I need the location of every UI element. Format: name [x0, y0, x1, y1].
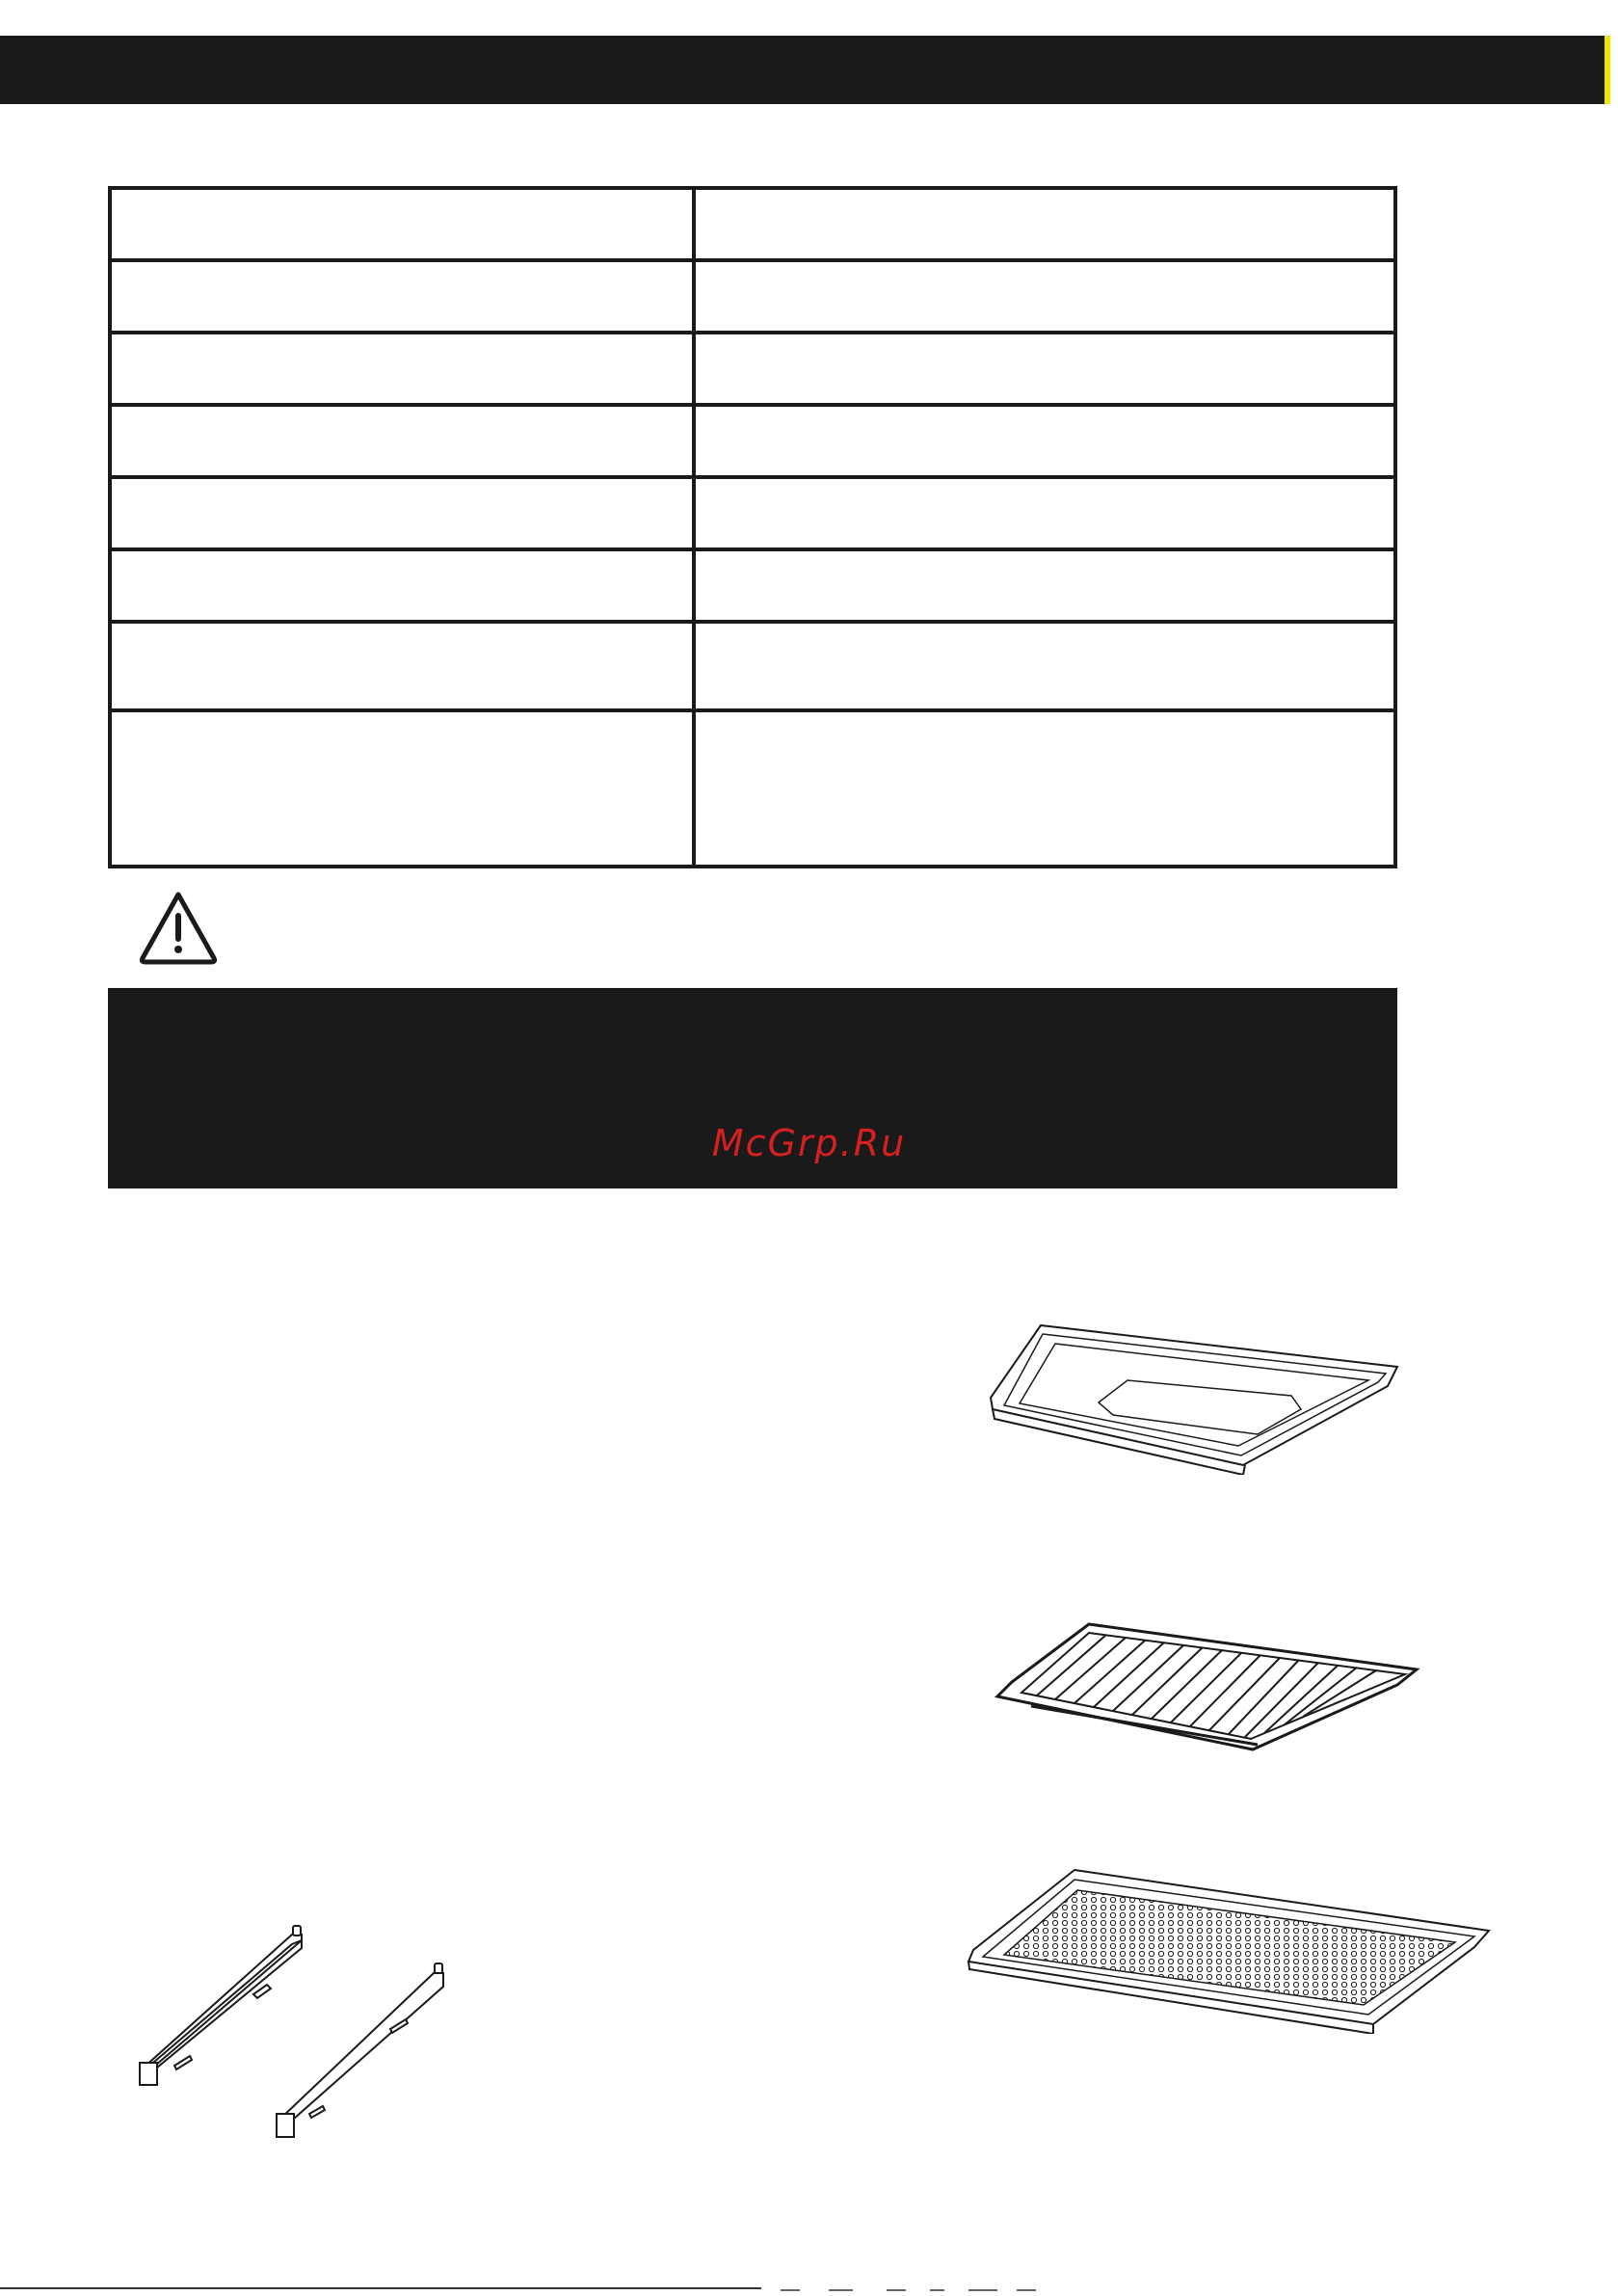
perforated-tray-image [964, 1865, 1494, 2034]
table-row [110, 188, 1395, 260]
footer-rule [0, 2287, 761, 2289]
table-row [110, 333, 1395, 405]
table-row [110, 710, 1395, 867]
baking-pan-image [983, 1321, 1407, 1475]
specification-table [108, 186, 1397, 868]
warning-triangle-icon [137, 889, 220, 966]
table-row [110, 549, 1395, 622]
watermark-text: McGrp.Ru [711, 1122, 907, 1164]
table-row [110, 405, 1395, 477]
table-row [110, 622, 1395, 710]
wire-shelf-image [993, 1619, 1426, 1754]
table-row [110, 477, 1395, 549]
table-row [110, 260, 1395, 333]
telescopic-rails-image [130, 1923, 458, 2159]
header-bar [0, 36, 1610, 104]
footer-ticks [761, 2283, 1050, 2292]
